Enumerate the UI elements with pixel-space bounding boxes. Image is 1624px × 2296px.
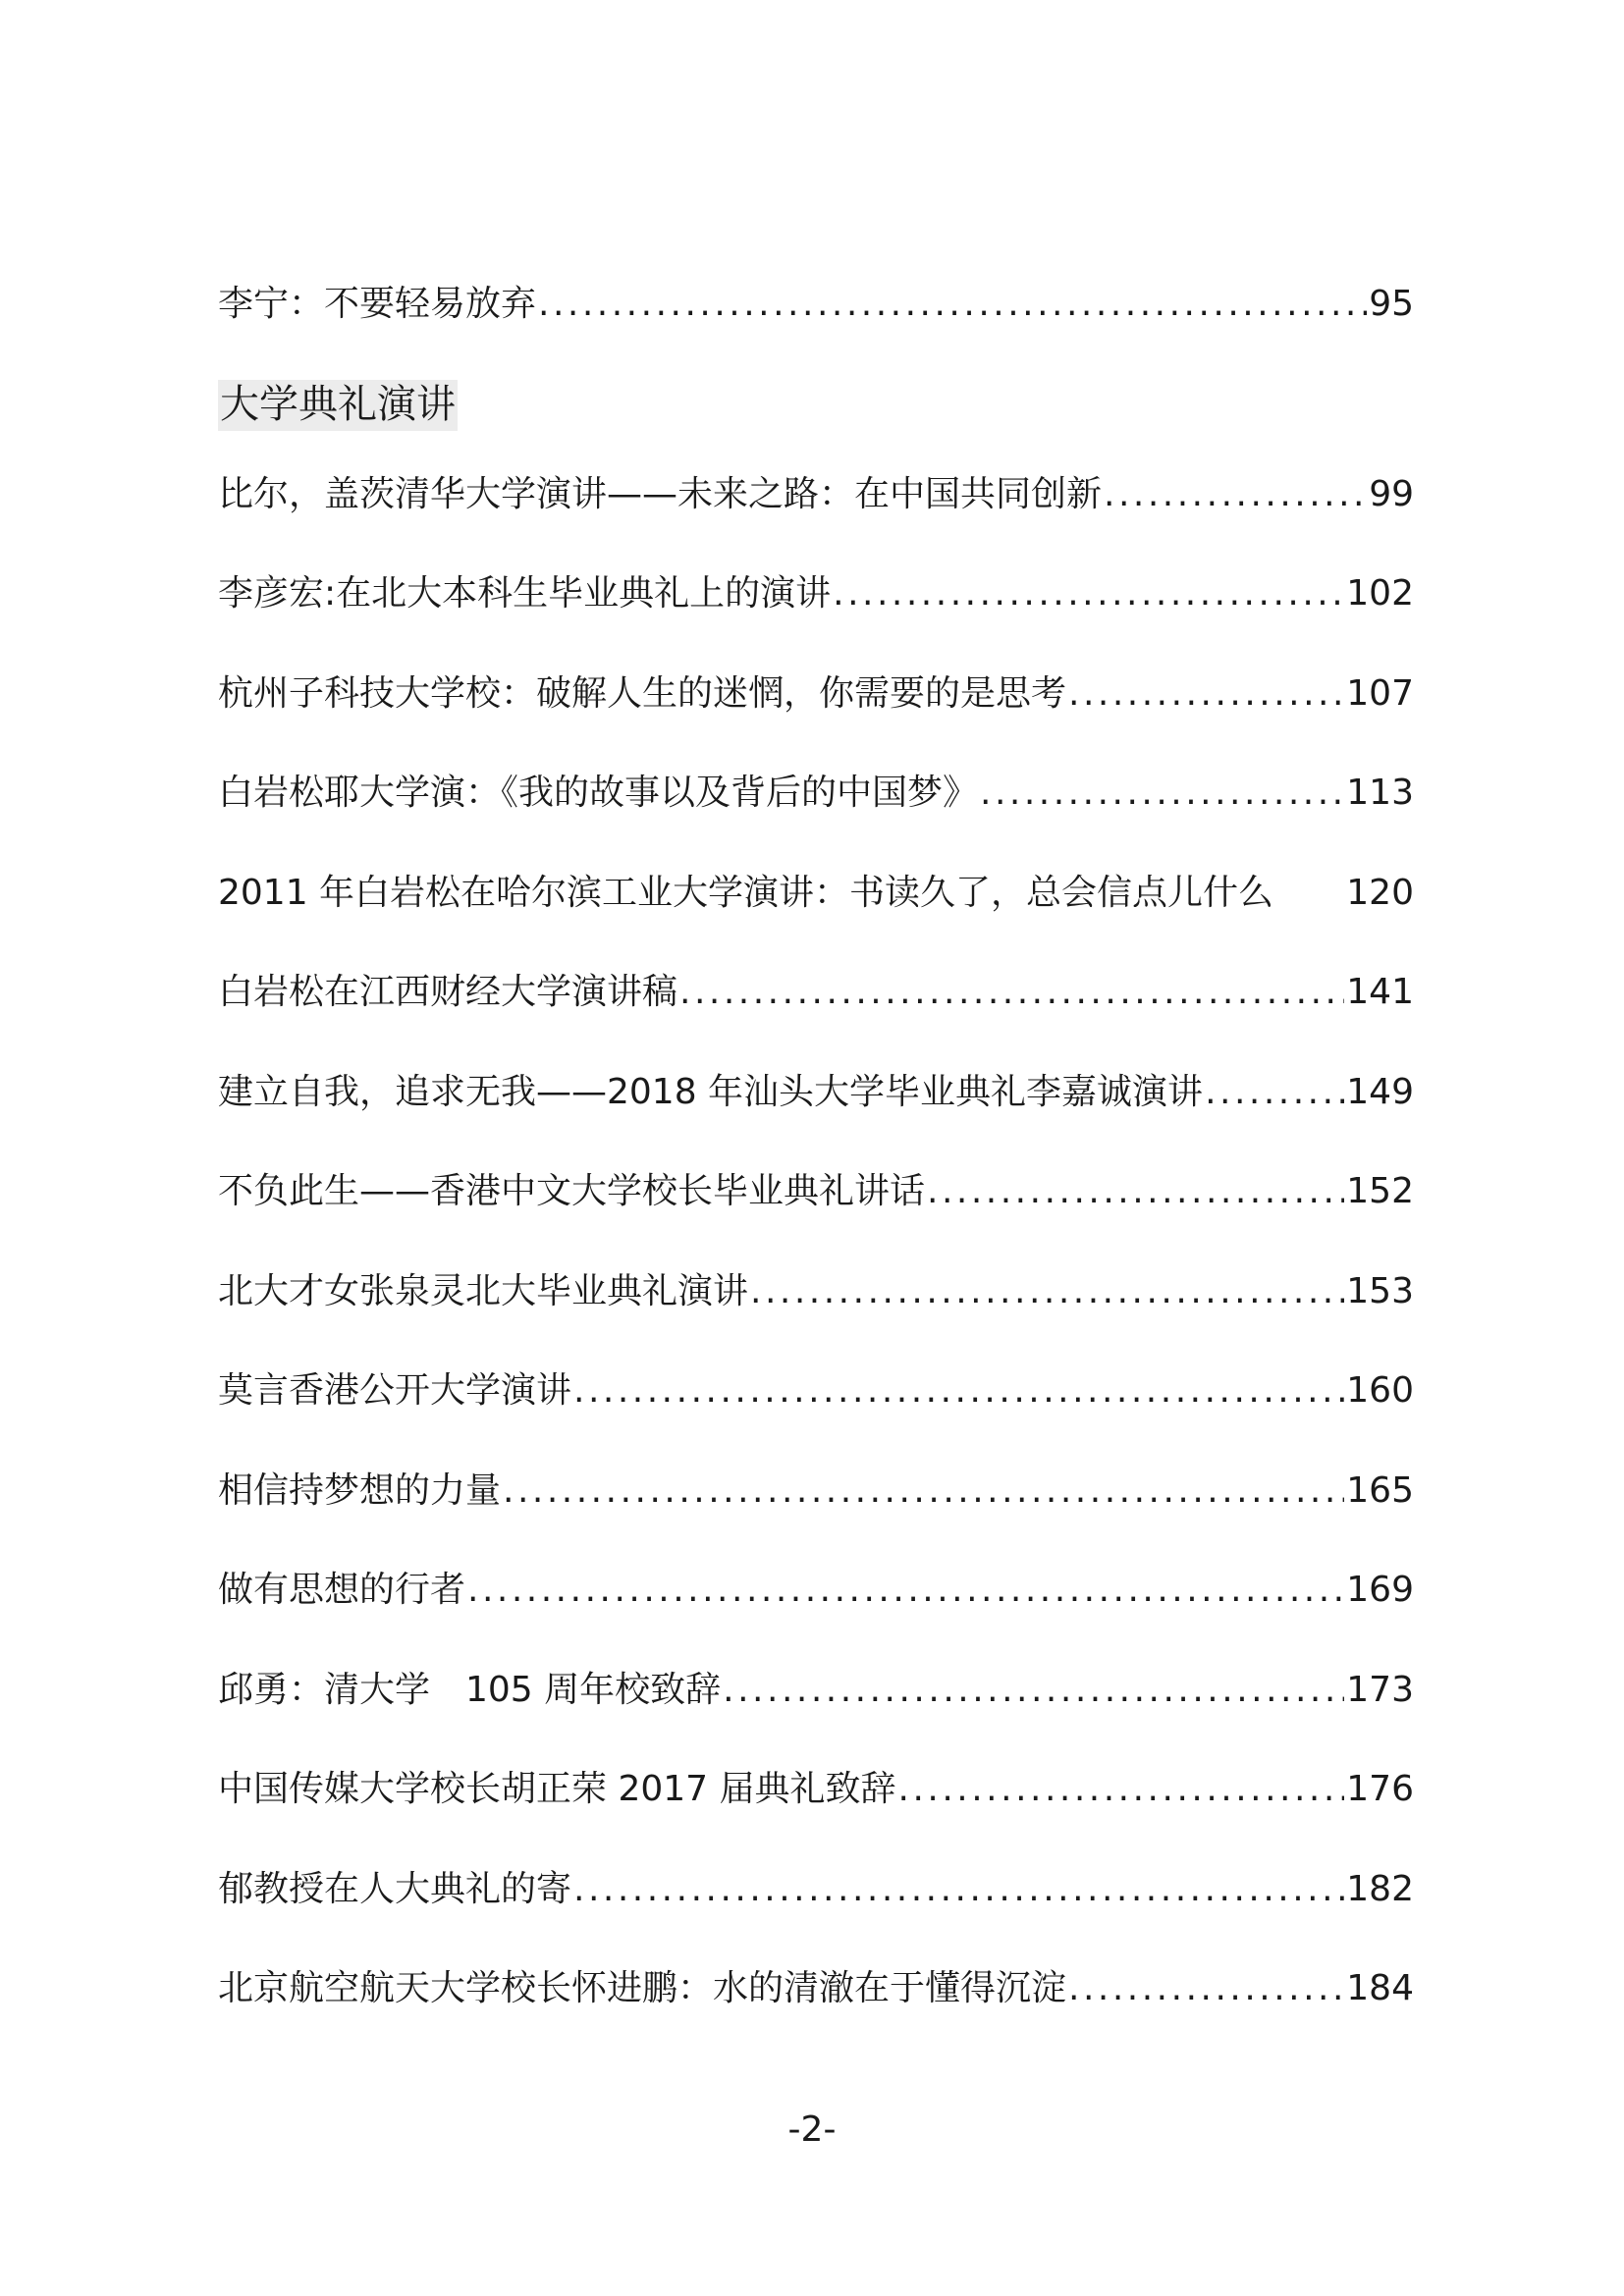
toc-entry-page: 169 <box>1346 1570 1414 1610</box>
toc-entry-title: 白岩松耶大学演：《我的故事以及背后的中国梦》 <box>218 773 979 813</box>
toc-entry[interactable] <box>218 1073 1414 1173</box>
toc-entry-title: 不负此生——香港中文大学校长毕业典礼讲话 <box>218 1171 926 1211</box>
toc-entry-title: 2011 年白岩松在哈尔滨工业大学演讲：书读久了，总会信点儿什么 <box>218 872 1274 913</box>
toc-entry-title: 建立自我，追求无我——2018 年汕头大学毕业典礼李嘉诚演讲 <box>218 1071 1204 1112</box>
toc-dot-leader <box>679 973 1344 1012</box>
toc-dot-leader <box>723 1671 1344 1710</box>
toc-dot-leader <box>1104 475 1367 514</box>
toc-entry[interactable] <box>218 1671 1414 1771</box>
toc-entry[interactable] <box>218 973 1414 1073</box>
toc-dot-leader <box>467 1571 1344 1610</box>
toc-entry[interactable] <box>218 674 1414 774</box>
toc-entry-page: 152 <box>1346 1171 1414 1211</box>
toc-entry-page: 173 <box>1346 1669 1414 1710</box>
toc-dot-leader <box>898 1770 1345 1809</box>
toc-entry-page: 149 <box>1346 1071 1414 1112</box>
toc-entry-page: 99 <box>1369 473 1414 514</box>
toc-dot-leader <box>538 285 1367 324</box>
toc-entry[interactable] <box>218 285 1414 385</box>
toc-entry-page: 165 <box>1346 1469 1414 1511</box>
toc-entry-title: 莫言香港公开大学演讲 <box>218 1370 572 1411</box>
toc-dot-leader <box>573 1371 1344 1411</box>
toc-entry-title: 北大才女张泉灵北大毕业典礼演讲 <box>218 1270 749 1311</box>
toc-entry-title: 郁教授在人大典礼的寄 <box>218 1868 572 1909</box>
toc-entry-page: 95 <box>1369 284 1414 324</box>
toc-dot-leader <box>503 1471 1344 1511</box>
toc-dot-leader <box>1068 674 1344 714</box>
toc-entry-page: 141 <box>1346 972 1414 1012</box>
toc-entry-title: 比尔，盖茨清华大学演讲——未来之路：在中国共同创新 <box>218 473 1103 514</box>
toc-entry-title: 杭州子科技大学校：破解人生的迷惘，你需要的是思考 <box>218 672 1067 714</box>
toc-entry[interactable] <box>218 1870 1414 1970</box>
toc-dot-leader <box>927 1172 1344 1211</box>
toc-dot-leader <box>833 574 1344 614</box>
toc-entry-page: 107 <box>1346 672 1414 714</box>
toc-entry-title: 邱勇：清大学 105 周年校致辞 <box>218 1669 722 1710</box>
toc-dot-leader <box>573 1870 1344 1909</box>
toc-entry-title: 李宁：不要轻易放弃 <box>218 284 537 324</box>
toc-entry[interactable] <box>218 774 1414 874</box>
toc-entry-title: 北京航空航天大学校长怀进鹏：水的清澈在于懂得沉淀 <box>218 1968 1067 2008</box>
toc-entry-title: 相信持梦想的力量 <box>218 1469 502 1511</box>
toc-entry-title: 做有思想的行者 <box>218 1570 466 1610</box>
toc-dot-leader <box>750 1272 1344 1311</box>
toc-entry-page: 182 <box>1346 1868 1414 1909</box>
toc-entry-page: 113 <box>1346 773 1414 813</box>
toc-entry[interactable] <box>218 1272 1414 1372</box>
toc-entry[interactable] <box>218 1969 1414 2069</box>
toc-entry[interactable] <box>218 574 1414 674</box>
toc-entry-title: 白岩松在江西财经大学演讲稿 <box>218 972 678 1012</box>
toc-entry[interactable] <box>218 1571 1414 1671</box>
toc-entry[interactable] <box>218 475 1414 575</box>
toc-entry-page: 176 <box>1346 1769 1414 1809</box>
table-of-contents <box>218 285 1414 2069</box>
toc-dot-leader <box>980 774 1344 813</box>
toc-entry[interactable] <box>218 874 1414 974</box>
toc-dot-leader <box>1068 1969 1344 2008</box>
toc-entry-page: 160 <box>1346 1370 1414 1411</box>
toc-entry-page: 120 <box>1346 872 1414 913</box>
toc-dot-leader <box>1205 1073 1344 1112</box>
toc-entry-page: 102 <box>1346 573 1414 614</box>
toc-entry-page: 184 <box>1346 1968 1414 2008</box>
section-heading-text: 大学典礼演讲 <box>218 380 458 431</box>
toc-entry[interactable] <box>218 1371 1414 1471</box>
toc-entry[interactable] <box>218 1471 1414 1572</box>
toc-entry[interactable] <box>218 1770 1414 1870</box>
toc-entry-title: 李彦宏:在北大本科生毕业典礼上的演讲 <box>218 573 832 614</box>
toc-entry-title: 中国传媒大学校长胡正荣 2017 届典礼致辞 <box>218 1769 896 1809</box>
page-number: -2- <box>787 2109 837 2150</box>
section-heading <box>218 381 1414 465</box>
toc-entry[interactable] <box>218 1172 1414 1272</box>
toc-entry-page: 153 <box>1346 1270 1414 1311</box>
